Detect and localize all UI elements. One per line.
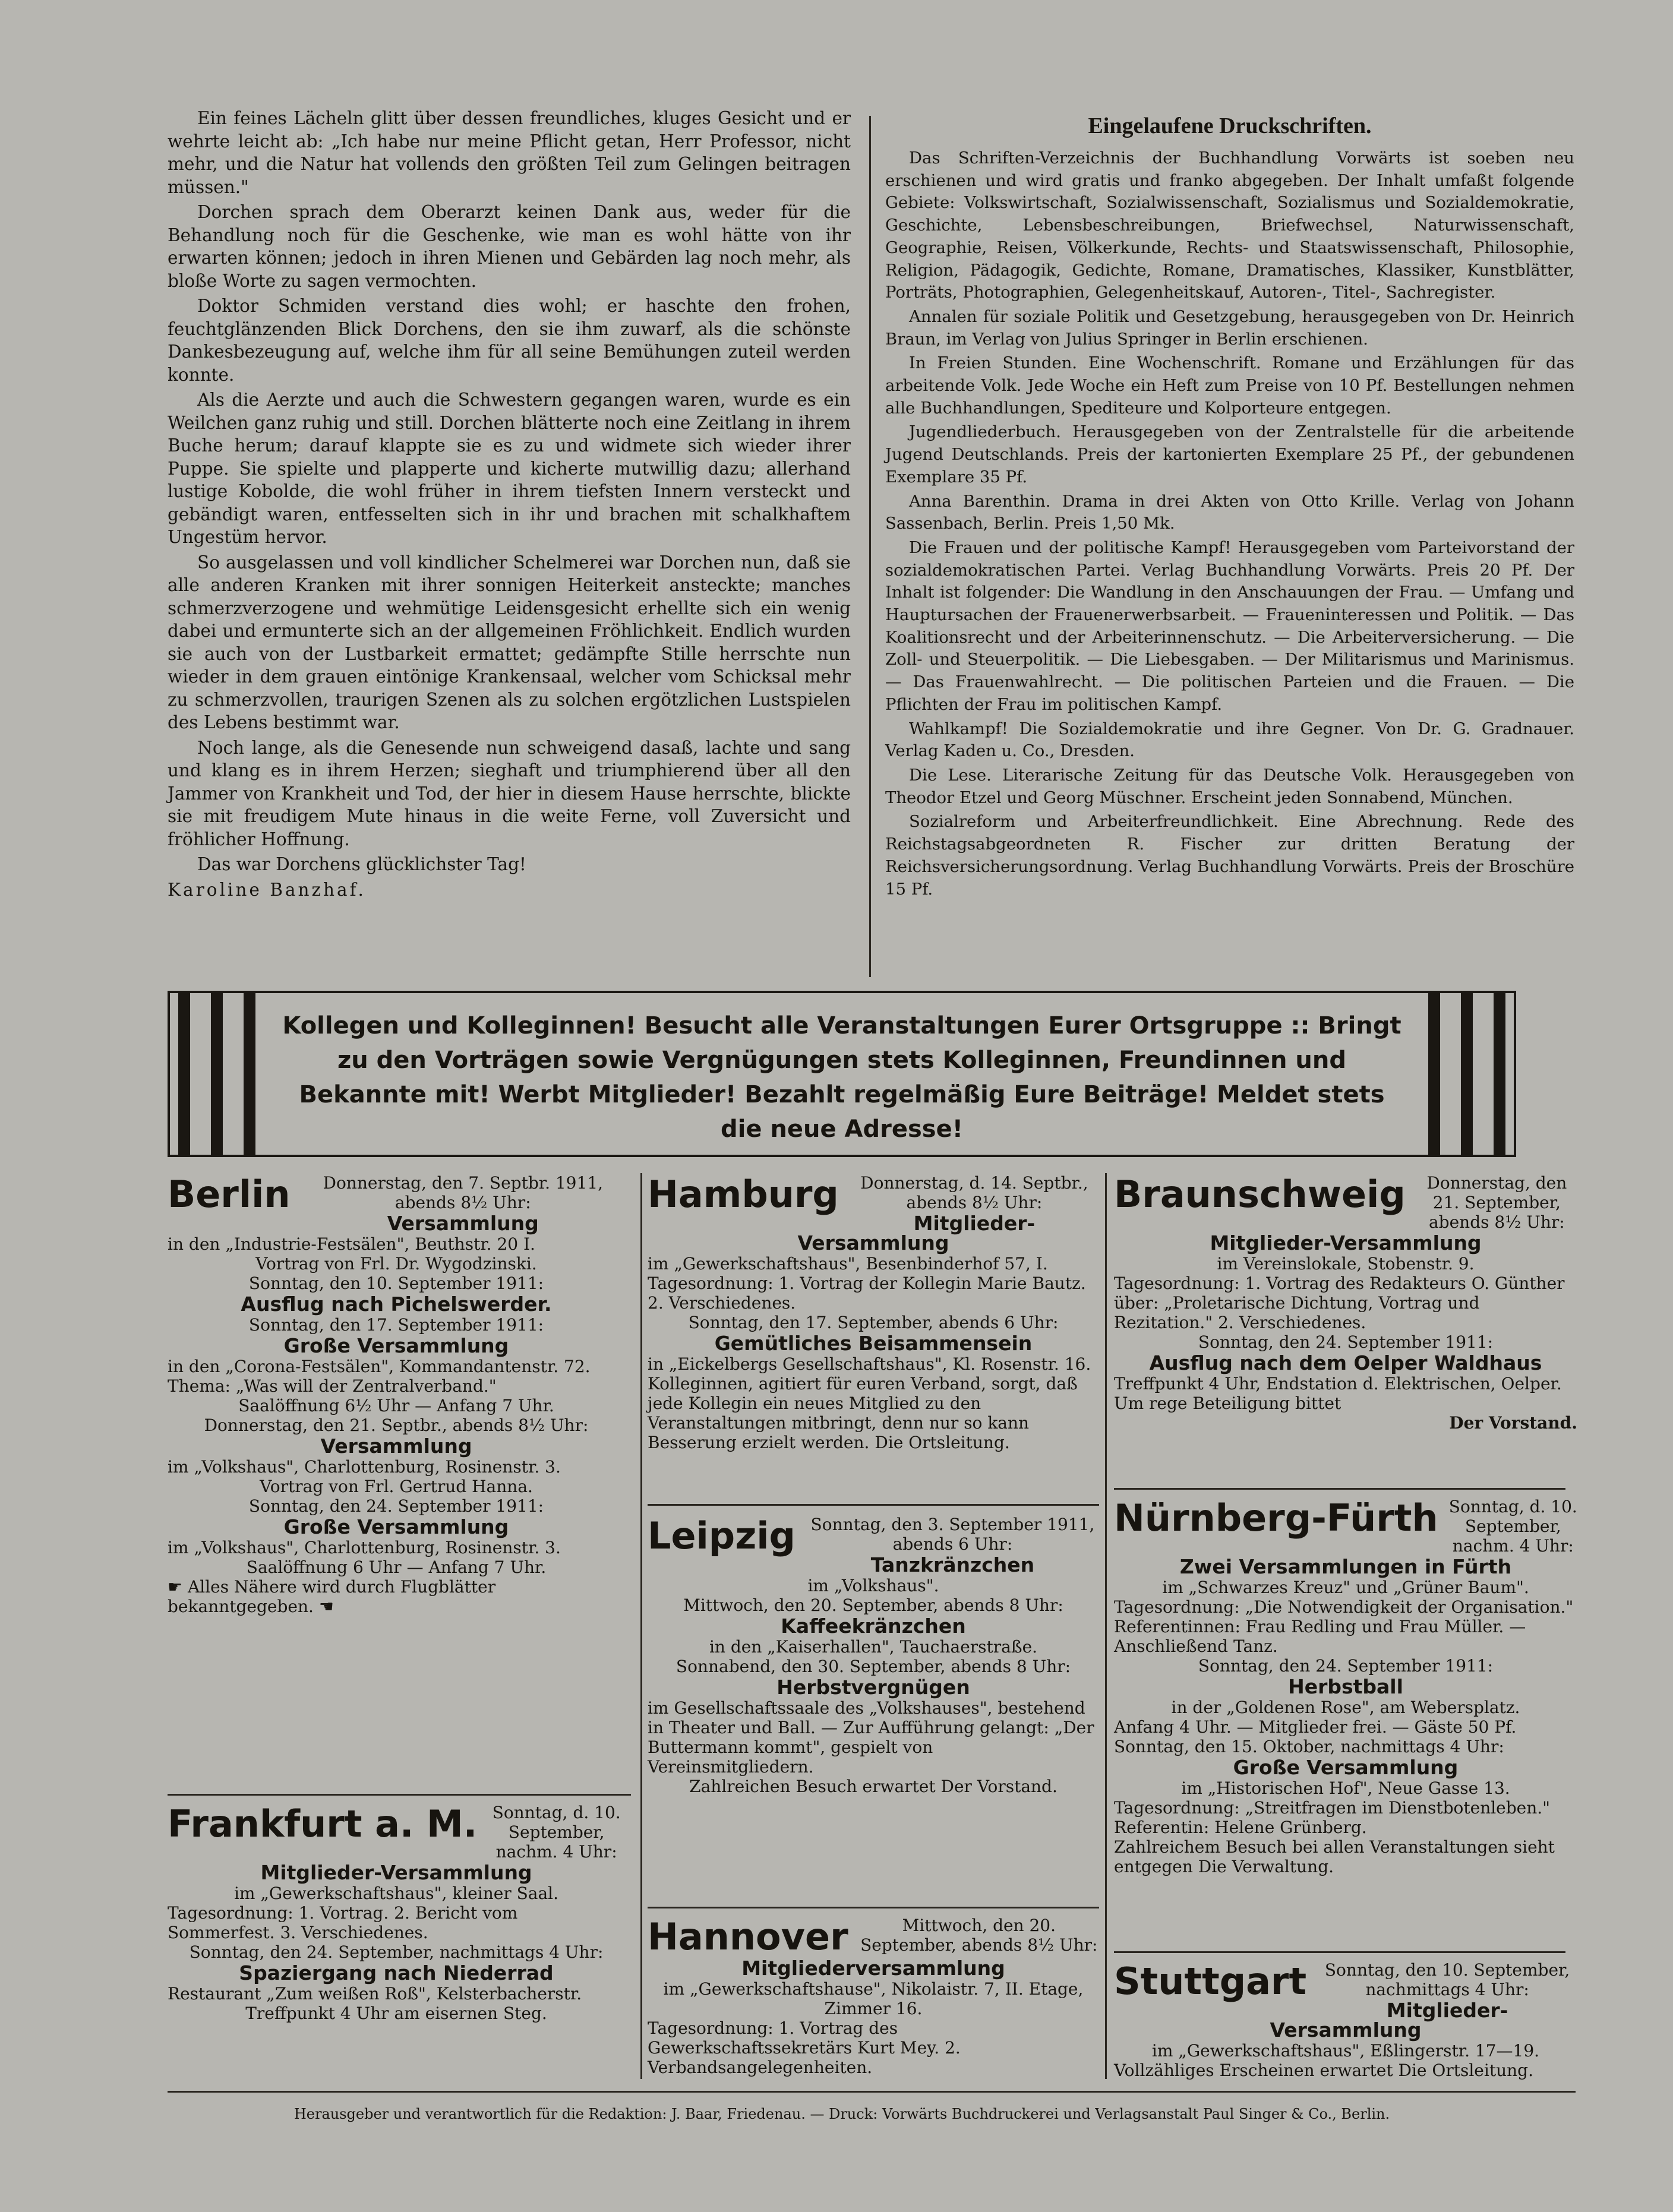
event-detail: in den „Kaiserhallen", Tauchaerstraße.	[709, 1637, 1038, 1657]
event-detail: Tagesordnung: 1. Vortrag der Kollegin Marie Bautz. 2. Verschiedenes.	[648, 1274, 1086, 1313]
section-rule	[1114, 1488, 1565, 1490]
book-entry: Annalen für soziale Politik und Gesetzgebung, herausgegeben von Dr. Heinrich Braun, im Verlag von Julius Springer in Berlin erschienen.	[885, 306, 1574, 349]
frankfurt-section	[168, 1803, 625, 2023]
event-detail: im Vereinslokale, Stobenstr. 9.	[1217, 1254, 1475, 1274]
signoff: Der Vorstand.	[1449, 1413, 1577, 1433]
event-title: Zwei Versammlungen in Fürth	[1179, 1555, 1512, 1578]
event-detail: Treffpunkt 4 Uhr, Endstation d. Elektrischen, Oelper.	[1114, 1374, 1562, 1393]
hamburg-city-heading: Hamburg	[648, 1173, 839, 1216]
event-detail: in den „Industrie-Festsälen", Beuthstr. 20 I.	[168, 1234, 535, 1254]
event-detail: Donnerstag, den 21. Septbr., abends 8½ Uhr:	[204, 1415, 589, 1435]
braunschweig-section	[1114, 1173, 1577, 1433]
event-detail: Thema: „Was will der Zentralverband."	[168, 1376, 497, 1396]
event-detail: Saalöffnung 6½ Uhr — Anfang 7 Uhr.	[238, 1396, 554, 1415]
event-title: Mitglieder-Versammlung	[260, 1861, 532, 1884]
section-rule	[1114, 1951, 1565, 1953]
story-paragraph: Dorchen sprach dem Oberarzt keinen Dank aus, weder für die Behandlung noch für die Geschenke, wie man es wohl hätte von ihr erwarten können; jedoch in ihren Mienen und Gebärden lag noch mehr, als bloße Worte zu sagen vermochten.	[168, 202, 851, 291]
event-detail: Sonnabend, den 30. September, abends 8 Uhr:	[675, 1657, 1071, 1676]
story-paragraph: Doktor Schmiden verstand dies wohl; er haschte den frohen, feuchtglänzenden Blick Dorchens, den sie ihm zuwarf, als die schönste Dankesbezeugung auf, welche ihm für all seine Bemühungen zuteil werden konnte.	[168, 296, 851, 385]
nuernberg-city-heading: Nürnberg-Fürth	[1114, 1496, 1438, 1540]
event-detail: Tagesordnung: 1. Vortrag des Gewerkschaftssekretärs Kurt Mey. 2. Verbandsangelegenheiten.	[648, 2018, 961, 2077]
event-detail: Zahlreichen Besuch erwartet Der Vorstand.	[689, 1777, 1058, 1796]
hannover-section	[648, 1916, 1099, 2077]
hannover-city-heading: Hannover	[648, 1915, 848, 1958]
event-detail: Mittwoch, den 20. September, abends 8½ Uhr:	[860, 1916, 1098, 1955]
books-heading: Eingelaufene Druckschriften.	[1088, 113, 1372, 138]
event-title: Mitglieder-Versammlung	[1210, 1231, 1482, 1254]
story-column	[168, 107, 851, 903]
story-paragraph: Ein feines Lächeln glitt über dessen freundliches, kluges Gesicht und er wehrte leicht ab: „Ich habe nur meine Pflicht getan, Herr Professor, nicht mehr, und die Natur hat vollends den größten Teil zum Gelingen beitragen müssen."	[168, 108, 851, 197]
books-column	[885, 113, 1574, 902]
event-detail: Donnerstag, den 7. Septbr. 1911, abends 8½ Uhr:	[323, 1173, 604, 1212]
event-detail: im „Volkshaus", Charlottenburg, Rosinenstr. 3.	[168, 1538, 561, 1557]
event-title: Mitglieder-Versammlung	[1270, 1999, 1508, 2042]
story-signature: Karoline Banzhaf.	[168, 879, 366, 900]
event-detail: Tagesordnung: „Streitfragen im Dienstbotenleben." Referentin: Helene Grünberg.	[1114, 1798, 1551, 1837]
event-detail: Sonntag, den 10. September 1911:	[248, 1274, 544, 1293]
banner-stripes-right	[1428, 993, 1505, 1155]
event-detail: Donnerstag, d. 14. Septbr., abends 8½ Uhr:	[860, 1173, 1088, 1212]
nuernberg-section	[1114, 1497, 1577, 1876]
event-title: Große Versammlung	[1233, 1756, 1459, 1779]
event-detail: Kolleginnen, agitiert für euren Verband, sorgt, daß jede Kollegin ein neues Mitglied zu den Veranstaltungen mitbringt, denn nur so kann Besserung erzielt werden. Die Ortsleitung.	[648, 1374, 1078, 1452]
stuttgart-city-heading: Stuttgart	[1114, 1960, 1307, 2003]
event-title: Kaffeekränzchen	[781, 1614, 966, 1638]
book-entry: Das Schriften-Verzeichnis der Buchhandlung Vorwärts ist soeben neu erschienen und wird gratis und franko abgegeben. Der Inhalt umfaßt folgende Gebiete: Volkswirtschaft, Sozialwissenschaft, Sozialismus und Sozialdemokratie, Geschichte, Lebensbeschreibungen, Briefwechsel, Naturwissenschaft, Geographie, Reisen, Völkerkunde, Rechts- und Staatswissenschaft, Philosophie, Religion, Pädagogik, Gedichte, Romane, Dramatisches, Klassiker, Kunstblätter, Porträts, Photographien, Gelegenheitskauf, Autoren-, Titel-, Sachregister.	[885, 148, 1574, 302]
event-detail: in der „Goldenen Rose", am Webersplatz.	[1171, 1698, 1520, 1717]
event-detail: Vollzähliges Erscheinen erwartet Die Ortsleitung.	[1114, 2061, 1533, 2080]
leipzig-section	[648, 1515, 1099, 1796]
event-title: Herbstvergnügen	[776, 1676, 970, 1699]
book-entry: Die Lese. Literarische Zeitung für das Deutsche Volk. Herausgegeben von Theodor Etzel und Georg Müschner. Erscheint jeden Sonnabend, München.	[885, 765, 1574, 807]
event-detail: Sonntag, den 24. September 1911:	[1198, 1656, 1494, 1676]
event-title: Herbstball	[1288, 1675, 1403, 1698]
event-detail: im „Gewerkschaftshaus", Besenbinderhof 57, I.	[648, 1254, 1048, 1274]
berlin-section	[168, 1173, 625, 1616]
event-detail: im „Volkshaus", Charlottenburg, Rosinenstr. 3.	[168, 1457, 561, 1477]
event-detail: Tagesordnung: 1. Vortrag. 2. Bericht vom Sommerfest. 3. Verschiedenes.	[168, 1903, 518, 1942]
event-detail: Saalöffnung 6 Uhr — Anfang 7 Uhr.	[246, 1557, 547, 1577]
event-detail: Um rege Beteiligung bittet	[1114, 1393, 1341, 1413]
section-rule	[648, 1504, 1099, 1506]
event-detail: Tagesordnung: 1. Vortrag des Redakteurs O. Günther über: „Proletarische Dichtung, Vortrag und Rezitation." 2. Verschiedenes.	[1114, 1274, 1565, 1332]
event-title: Versammlung	[320, 1434, 472, 1458]
event-detail: Sonntag, den 24. September 1911:	[1198, 1332, 1494, 1352]
event-title: Versammlung	[387, 1212, 539, 1235]
story-paragraph: Das war Dorchens glücklichster Tag!	[197, 854, 526, 874]
story-paragraph: Noch lange, als die Genesende nun schweigend dasaß, lachte und sang und klang es in ihrem Herzen; sieghaft und triumphierend über all den Jammer von Krankheit und Tod, der hier in diesem Hause herrschte, blickte sie mit freudigem Mute hinaus in die weite Ferne, voll Zuversicht und fröhlicher Hoffnung.	[168, 737, 851, 849]
event-detail: Zahlreichem Besuch bei allen Veranstaltungen sieht entgegen Die Verwaltung.	[1114, 1837, 1555, 1876]
event-detail: Anfang 4 Uhr. — Mitglieder frei. — Gäste 50 Pf.	[1114, 1717, 1517, 1737]
appeal-banner	[168, 991, 1516, 1157]
book-entry: In Freien Stunden. Eine Wochenschrift. Romane und Erzählungen für das arbeitende Volk. Jede Woche ein Heft zum Preise von 10 Pf. Bestellungen nehmen alle Buchhandlungen, Spediteure und Kolporteure entgegen.	[885, 353, 1574, 418]
event-title: Mitglieder-Versammlung	[797, 1212, 1036, 1254]
leipzig-city-heading: Leipzig	[648, 1514, 796, 1557]
event-detail: Sonntag, d. 10. September, nachm. 4 Uhr:	[492, 1803, 621, 1862]
event-detail: Sonntag, den 10. September, nachmittags 4 Uhr:	[1324, 1960, 1570, 1999]
column-divider	[869, 116, 871, 977]
event-detail: Sonntag, d. 10. September, nachm. 4 Uhr:	[1448, 1497, 1577, 1556]
event-detail: Sonntag, den 17. September 1911:	[248, 1315, 544, 1335]
banner-stripes-left	[178, 993, 255, 1155]
event-detail: Treffpunkt 4 Uhr am eisernen Steg.	[245, 2004, 547, 2023]
section-rule	[648, 1907, 1099, 1908]
book-entry: Wahlkampf! Die Sozialdemokratie und ihre Gegner. Von Dr. G. Gradnauer. Verlag Kaden u. Co., Dresden.	[885, 719, 1574, 761]
event-title: Ausflug nach dem Oelper Waldhaus	[1149, 1351, 1542, 1374]
event-detail: Sonntag, den 24. September 1911:	[248, 1496, 544, 1516]
event-detail: Sonntag, den 24. September, nachmittags 4 Uhr:	[189, 1942, 604, 1962]
footer-rule	[168, 2091, 1576, 2093]
banner-text: Kollegen und Kolleginnen! Besucht alle Veranstaltungen Eurer Ortsgruppe :: Bringt zu den Vorträgen sowie Vergnügungen stets Kolleginnen, Freundinnen und Bekannte mit! Werbt Mitglieder! Bezahlt regelmäßig Eure Beiträge! Meldet stets die neue Adresse!	[282, 1012, 1401, 1143]
berlin-city-heading: Berlin	[168, 1173, 291, 1216]
event-title: Ausflug nach Pichelswerder.	[241, 1293, 552, 1316]
book-entry: Jugendliederbuch. Herausgegeben von der Zentralstelle für die arbeitende Jugend Deutschlands. Preis der kartonierten Exemplare 25 Pf., der gebundenen Exemplare 35 Pf.	[885, 422, 1574, 486]
book-entry: Sozialreform und Arbeiterfreundlichkeit. Eine Abrechnung. Rede des Reichstagsabgeordneten R. Fischer zur dritten Beratung der Reichsversicherungsordnung. Verlag Buchhandlung Vorwärts. Preis der Broschüre 15 Pf.	[885, 812, 1574, 899]
event-detail: in „Eickelbergs Gesellschaftshaus", Kl. Rosenstr. 16.	[648, 1354, 1091, 1374]
event-detail: im „Volkshaus".	[807, 1576, 939, 1595]
event-detail: Mittwoch, den 20. September, abends 8 Uhr:	[683, 1595, 1063, 1615]
story-paragraph: Als die Aerzte und auch die Schwestern gegangen waren, wurde es ein Weilchen ganz ruhig und still. Dorchen blätterte noch eine Zeitlang in ihrem Buche herum; darauf klappte sie es zu und widmete sich wieder ihrer Puppe. Sie spielte und plapperte und kicherte mutwillig dazu; allerhand lustige Kobolde, die wohl früher in ihrem tiefsten Innern versteckt und gebändigt waren, entfesselten sich in ihr und brachen mit schalkhaftem Ungestüm hervor.	[168, 390, 851, 547]
frankfurt-city-heading: Frankfurt a. M.	[168, 1802, 478, 1846]
event-detail: Sonntag, den 15. Oktober, nachmittags 4 Uhr:	[1114, 1737, 1504, 1756]
event-detail: in den „Corona-Festsälen", Kommandantenstr. 72.	[168, 1357, 591, 1376]
event-detail: im „Schwarzes Kreuz" und „Grüner Baum".	[1162, 1578, 1529, 1597]
event-title: Große Versammlung	[283, 1334, 509, 1357]
event-title: Gemütliches Beisammensein	[714, 1332, 1033, 1355]
event-detail: Vortrag von Frl. Gertrud Hanna.	[260, 1477, 533, 1496]
event-detail: im „Gewerkschaftshause", Nikolaistr. 7, II. Etage, Zimmer 16.	[663, 1979, 1084, 2018]
book-entry: Anna Barenthin. Drama in drei Akten von Otto Krille. Verlag von Johann Sassenbach, Berlin. Preis 1,50 Mk.	[885, 491, 1574, 533]
event-detail: Sonntag, den 17. September, abends 6 Uhr:	[688, 1313, 1059, 1332]
footer-imprint: Herausgeber und verantwortlich für die Redaktion: J. Baar, Friedenau. — Druck: Vorwärts Buchdruckerei und Verlagsanstalt Paul Singer & Co., Berlin.	[293, 2106, 1390, 2122]
stuttgart-section	[1114, 1960, 1577, 2080]
column-divider	[640, 1173, 642, 2079]
event-title: Tanzkränzchen	[870, 1553, 1035, 1576]
hamburg-section	[648, 1173, 1099, 1452]
event-detail: Vortrag von Frl. Dr. Wygodzinski.	[255, 1254, 537, 1274]
column-divider	[1105, 1173, 1107, 2079]
section-rule	[168, 1794, 631, 1796]
event-detail: im „Gewerkschaftshaus", kleiner Saal.	[233, 1884, 559, 1903]
event-title: Große Versammlung	[283, 1515, 509, 1538]
event-detail: im Gesellschaftssaale des „Volkshauses", bestehend in Theater und Ball. — Zur Aufführung gelangt: „Der Buttermann kommt", gespielt von Vereinsmitgliedern.	[648, 1698, 1094, 1777]
event-detail: Restaurant „Zum weißen Roß", Kelsterbacherstr.	[168, 1984, 582, 2004]
event-detail: im „Gewerkschaftshaus", Eßlingerstr. 17—19.	[1151, 2041, 1540, 2061]
event-detail: Donnerstag, den 21. September, abends 8½ Uhr:	[1426, 1173, 1567, 1232]
event-detail: Tagesordnung: „Die Notwendigkeit der Organisation." Referentinnen: Frau Redling und Frau Müller. — Anschließend Tanz.	[1114, 1597, 1574, 1656]
book-entry: Die Frauen und der politische Kampf! Herausgegeben vom Parteivorstand der sozialdemokratischen Partei. Verlag Buchhandlung Vorwärts. Preis 20 Pf. Der Inhalt ist folgender: Die Wandlung in den Anschauungen der Frau. — Umfang und Hauptursachen der Frauenerwerbsarbeit. — Fraueninteressen und Politik. — Das Koalitionsrecht und der Arbeiterinnenschutz. — Die Arbeiterversicherung. — Die Zoll- und Steuerpolitik. — Die Liebesgaben. — Der Militarismus und Marinismus. — Das Frauenwahlrecht. — Die politischen Parteien und die Frauen. — Die Pflichten der Frau im politischen Kampf.	[885, 538, 1574, 714]
event-title: Mitgliederversammlung	[741, 1957, 1005, 1980]
braunschweig-city-heading: Braunschweig	[1114, 1173, 1406, 1216]
event-detail: Sonntag, den 3. September 1911, abends 6 Uhr:	[810, 1515, 1095, 1554]
event-detail: ☛ Alles Nähere wird durch Flugblätter bekanntgegeben. ☚	[168, 1577, 496, 1616]
event-title: Spaziergang nach Niederrad	[239, 1961, 554, 1985]
story-paragraph: So ausgelassen und voll kindlicher Schelmerei war Dorchen nun, daß sie alle anderen Kranken mit ihrer sonnigen Heiterkeit ansteckte; manches schmerzverzogene und wehmütige Leidensgesicht erhellte sich ein wenig dabei und ermunterte sich an der allgemeinen Fröhlichkeit. Endlich wurden sie auch von der Lustbarkeit ermattet; gedämpfte Stille herrschte nun wieder in dem grauen eintönige Krankensaal, welcher vom Schicksal mehr zu schmerzvollen, traurigen Szenen als zu solchen ergötzlichen Lustspielen des Lebens bestimmt war.	[168, 552, 851, 732]
event-detail: im „Historischen Hof", Neue Gasse 13.	[1181, 1778, 1510, 1798]
